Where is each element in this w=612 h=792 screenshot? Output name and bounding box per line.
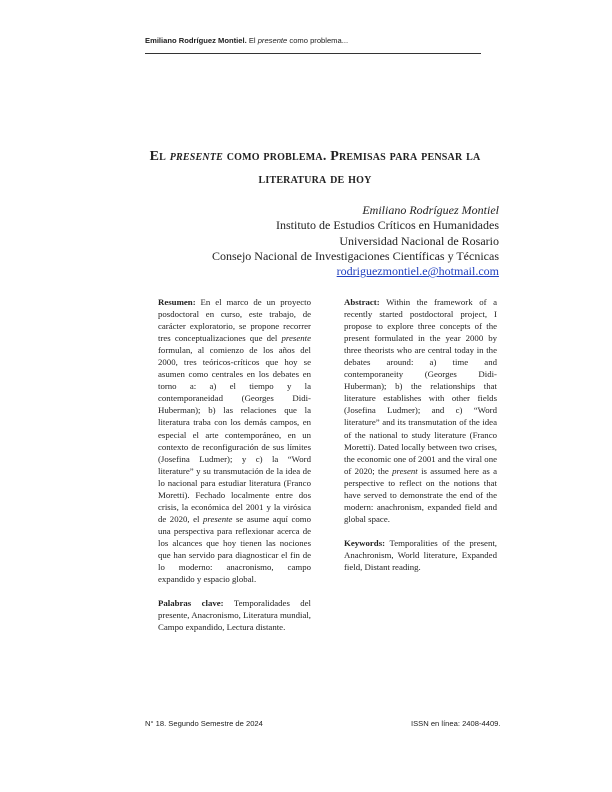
resumen-paragraph xyxy=(158,296,311,585)
keywords-label: Keywords: xyxy=(344,537,386,548)
resumen-text-a: En el marco de un proyecto posdoctoral en curso, este trabajo, de carácter exploratorio, se propone recorrer tres conceptualizaciones que del xyxy=(158,297,311,344)
resumen-text-c: se asume aquí como una perspectiva para reflexionar acerca de los alcances que hoy tienen las nociones que han servido para diagnosticar el fin de lo moderno: anacronismo, campo expandido y espacio global. xyxy=(158,513,312,585)
keywords-text: Temporalities of the present, Anachronism, World literature, Expanded field, Distant reading. xyxy=(344,537,497,572)
palabras-clave-text: Temporalidades del presente, Anacronismo, Literatura mundial, Campo expandido, Lectura distante. xyxy=(158,598,311,633)
header-title-em: presente xyxy=(257,36,288,45)
header-title-rest: como problema... xyxy=(289,36,349,45)
running-header xyxy=(145,36,348,45)
header-divider xyxy=(145,53,481,54)
spanish-abstract-column xyxy=(158,296,311,633)
resumen-text-b: formulan, al comienzo de los años del 2000, tres teóricos-críticos que hoy se asumen como centrales en los debates en torno a: a) el tiempo y la contemporaneidad (Georges Didi-Huberman); b) las relaciones que la literatura traba con los demás campos, en especial el arte contemporáneo, en un contexto de reconfiguración de sus límites (Josefina Ludmer); y c) la “Word literature” y su transmutación de la idea de lo nacional para estudiar literatura (Franco Moretti). Fechado localmente entre dos crisis, la económica del 2001 y la virósica de 2020, el xyxy=(158,345,311,524)
resumen-label: Resumen: xyxy=(158,297,196,307)
author-affiliation-2: Universidad Nacional de Rosario xyxy=(339,233,499,248)
title-part-2: presente xyxy=(169,149,224,164)
title-part-1: El xyxy=(149,149,167,164)
palabras-clave-paragraph xyxy=(158,597,311,633)
abstract-text-a: Within the framework of a recently started postdoctoral project, I propose to explore three concepts of the present formulated in the year 2000 by three theorists who are central today in the debates around: a) time and contemporaneity (Georges Didi-Huberman); b) the relationships that literature establishes with other fields (Josefina Ludmer); and c) “Word literature” and its transmutation of the idea of the national to study literature (Franco Moretti). Dated locally between two crises, the economic one of 2001 and the viral one of 2020; the xyxy=(344,297,497,476)
abstract-text-b: is assumed here as a perspective to reflect on the notions that have served to demonstrate the end of the modern: anachronism, expanded field and global space. xyxy=(344,465,497,524)
author-email-link[interactable]: rodriguezmontiel.e@hotmail.com xyxy=(336,264,499,279)
title-part-3: como problema. Premisas para pensar la literatura de hoy xyxy=(226,149,481,187)
header-author: Emiliano Rodríguez Montiel. xyxy=(145,36,247,45)
author-affiliation-1: Instituto de Estudios Críticos en Humanidades xyxy=(276,218,499,233)
author-name: Emiliano Rodríguez Montiel xyxy=(362,203,499,217)
resumen-em-a: presente xyxy=(281,333,311,344)
keywords-paragraph xyxy=(344,537,497,573)
author-block xyxy=(212,203,499,279)
palabras-clave-label: Palabras clave: xyxy=(158,598,224,609)
resumen-em-b: presente xyxy=(202,513,233,524)
author-affiliation-3: Consejo Nacional de Investigaciones Científicas y Técnicas xyxy=(211,248,499,263)
header-title-lead: El xyxy=(248,36,256,45)
abstract-label: Abstract: xyxy=(344,297,380,307)
english-abstract-column xyxy=(344,296,497,573)
article-title xyxy=(140,145,490,191)
footer-issue: N° 18. Segundo Semestre de 2024 xyxy=(145,719,263,728)
footer-issn: ISSN en línea: 2408-4409. xyxy=(411,719,501,728)
abstract-paragraph xyxy=(344,296,497,525)
abstract-em-a: present xyxy=(392,465,418,476)
